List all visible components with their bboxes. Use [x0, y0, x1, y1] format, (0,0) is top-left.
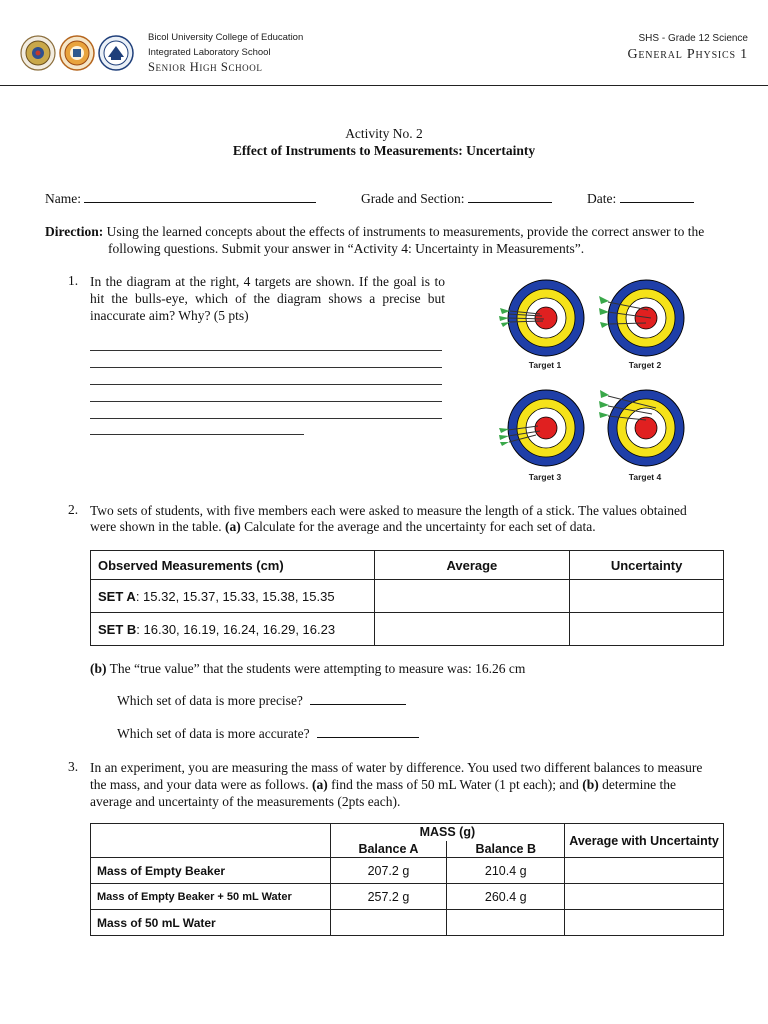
target-1-label: Target 1 [528, 360, 562, 370]
precise-answer-blank[interactable] [310, 693, 406, 705]
date-blank[interactable] [620, 191, 694, 203]
answer-line[interactable] [90, 401, 442, 402]
q2-line-2-pre: were shown in the table. [90, 519, 225, 534]
balance-a-header: Balance A [330, 841, 447, 858]
q3-part-b-label: (b) [582, 777, 599, 792]
name-field[interactable] [45, 191, 316, 207]
mass-header-row-1 [91, 824, 724, 841]
answer-line[interactable] [90, 350, 442, 351]
table-row [91, 613, 724, 646]
empty-beaker-balance-a: 207.2 g [330, 858, 447, 884]
table-row [91, 910, 724, 936]
q3-line-2-mid: find the mass of 50 mL Water (1 pt each); and [327, 777, 583, 792]
table-row [91, 884, 724, 910]
target-2-icon [596, 276, 686, 360]
table-header-row [91, 551, 724, 580]
beaker-plus-water-balance-a: 257.2 g [330, 884, 447, 910]
measurements-table [90, 550, 724, 646]
institution-block [148, 31, 303, 75]
beaker-plus-water-balance-b: 260.4 g [447, 884, 565, 910]
q2-part-b-label: (b) [90, 661, 107, 676]
answer-line[interactable] [90, 434, 304, 435]
set-a-label: SET A [98, 588, 136, 604]
set-b-label: SET B [98, 621, 137, 637]
target-2-label: Target 2 [628, 360, 662, 370]
q3-line-2 [90, 776, 730, 793]
mass-table-corner [91, 824, 331, 858]
water-mass-average-cell[interactable] [565, 910, 724, 936]
empty-beaker-label: Mass of Empty Beaker [91, 858, 331, 884]
target-3-label: Target 3 [528, 472, 562, 482]
q3-part-a-label: (a) [311, 777, 328, 792]
grade-section-label: Grade and Section: [361, 191, 465, 206]
university-seal-icon [20, 35, 56, 71]
mass-table [90, 823, 724, 936]
date-field[interactable] [587, 191, 694, 207]
water-mass-label: Mass of 50 mL Water [91, 910, 331, 936]
institution-name: Bicol University College of Education [148, 32, 304, 43]
page-header [0, 0, 768, 86]
target-3-icon [496, 386, 586, 470]
activity-title: Effect of Instruments to Measurements: Uncertainty [232, 143, 536, 158]
activity-number: Activity No. 2 [345, 126, 423, 141]
set-a-average-cell[interactable] [374, 580, 570, 613]
answer-line[interactable] [90, 418, 442, 419]
grade-section-blank[interactable] [468, 191, 552, 203]
set-a-values: : 15.32, 15.37, 15.33, 15.38, 15.35 [135, 588, 335, 604]
set-b-uncertainty-cell[interactable] [570, 613, 724, 646]
observed-header: Observed Measurements (cm) [91, 551, 375, 580]
uncertainty-header: Uncertainty [570, 551, 724, 580]
set-b-values: : 16.30, 16.19, 16.24, 16.29, 16.23 [136, 621, 336, 637]
water-mass-balance-a[interactable] [330, 910, 447, 936]
beaker-plus-water-average-cell[interactable] [565, 884, 724, 910]
q2-part-a-label: (a) [224, 519, 241, 534]
q2-line-1: Two sets of students, with five members each were asked to measure the length of a stick. The values obtained [90, 503, 687, 518]
q1-line-2: hit the bulls-eye, which of the diagram shows a precise but [90, 291, 445, 306]
q2-part-b [90, 660, 730, 677]
q3-line-2-pre: the mass, and your data were as follows. [90, 777, 312, 792]
grade-label: SHS - Grade 12 Science [638, 33, 748, 44]
direction-text-1: Using the learned concepts about the effects of instruments to measurements, provide the correct answer to the [106, 224, 705, 239]
accurate-question [117, 726, 419, 742]
answer-line[interactable] [90, 384, 442, 385]
balance-b-header: Balance B [447, 841, 565, 858]
course-block [627, 31, 748, 63]
senior-high-label: Senior High School [148, 60, 263, 74]
name-blank[interactable] [84, 191, 316, 203]
set-b-average-cell[interactable] [374, 613, 570, 646]
q3-number: 3. [68, 759, 79, 774]
mass-header: MASS (g) [330, 824, 565, 841]
q1-line-3: inaccurate aim? Why? (5 pts) [90, 308, 249, 323]
water-mass-balance-b[interactable] [447, 910, 565, 936]
q2-line-2-post: Calculate for the average and the uncertainty for each set of data. [240, 519, 596, 534]
school-seal-icon [98, 35, 134, 71]
q1-line-1: In the diagram at the right, 4 targets are shown. If the goal is to [90, 274, 445, 289]
date-label: Date: [587, 191, 617, 206]
q2-part-b-text: The “true value” that the students were attempting to measure was: 16.26 cm [106, 661, 526, 676]
table-row [91, 858, 724, 884]
school-logos [20, 35, 134, 71]
direction-text-2: following questions. Submit your answer in “Activity 4: Uncertainty in Measurements”. [108, 241, 585, 256]
q3-line-1: In an experiment, you are measuring the mass of water by difference. You used two different balances to measure [90, 760, 703, 775]
target-1-icon [496, 276, 586, 360]
q2-line-2 [90, 518, 730, 535]
set-a-cell [91, 580, 375, 613]
q3-line-2-post: determine the [598, 777, 677, 792]
empty-beaker-average-cell[interactable] [565, 858, 724, 884]
name-label: Name: [45, 191, 81, 206]
accurate-answer-blank[interactable] [317, 726, 419, 738]
precise-question-text: Which set of data is more precise? [117, 693, 303, 708]
q2-number: 2. [68, 502, 79, 517]
beaker-plus-water-label: Mass of Empty Beaker + 50 mL Water [91, 884, 331, 910]
answer-line[interactable] [90, 367, 442, 368]
q1-number: 1. [68, 273, 79, 288]
set-a-uncertainty-cell[interactable] [570, 580, 724, 613]
direction-label: Direction: [45, 224, 104, 239]
table-row [91, 580, 724, 613]
empty-beaker-balance-b: 210.4 g [447, 858, 565, 884]
college-seal-icon [59, 35, 95, 71]
precise-question [117, 693, 406, 709]
target-4-icon [596, 386, 686, 470]
laboratory-school-name: Integrated Laboratory School [148, 46, 271, 58]
average-uncertainty-header: Average with Uncertainty [565, 824, 724, 858]
accurate-question-text: Which set of data is more accurate? [117, 726, 310, 741]
target-4-label: Target 4 [628, 472, 662, 482]
course-title: General Physics 1 [627, 47, 748, 62]
set-b-cell [91, 613, 375, 646]
targets-diagram [488, 270, 688, 488]
direction-line-1 [45, 223, 735, 240]
grade-section-field[interactable] [361, 191, 552, 207]
average-header: Average [374, 551, 570, 580]
q3-line-3: average and uncertainty of the measurements (2pts each). [90, 794, 401, 809]
